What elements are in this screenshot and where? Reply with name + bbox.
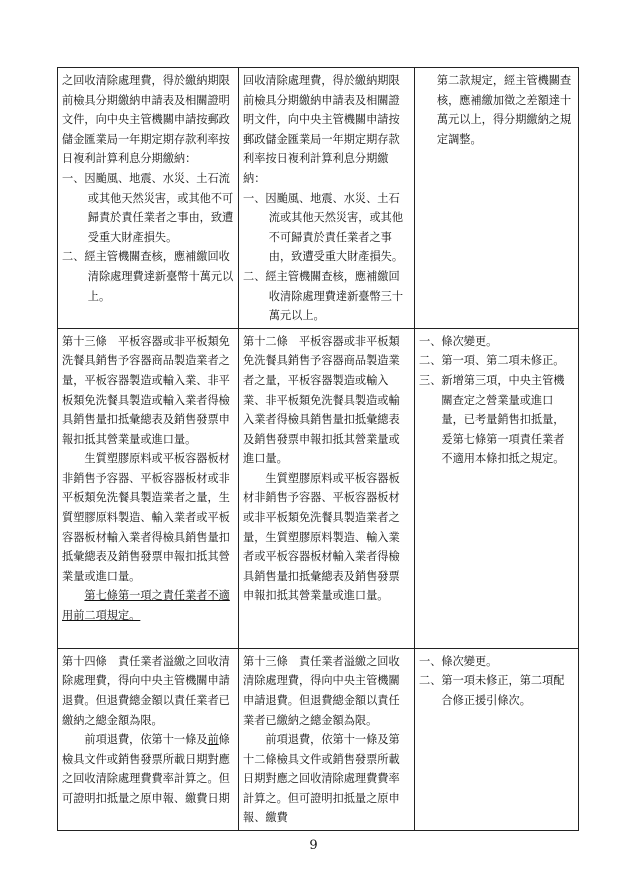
list-item: 二、第一項、第二項未修正。 <box>419 354 565 368</box>
article-text: 生質塑膠原料或平板容器板材非銷售予容器、平板容器板材或非平板類免洗餐具製造業者之量，生質塑膠原料製造、輸入業者或平板容器板材輸入業者得檢具銷售量扣抵彙總表及銷售發票申報扣抵其營業量或進口量。 <box>62 452 230 583</box>
article-text: 責任業者溢繳之回收清除處理費，得向中央主管機關申請退費。但退費總金額以責任業者已繳納之總金額為限。 <box>62 654 230 727</box>
article-text: 平板容器或非平板類免洗餐具銷售予容器商品製造業者之量，平板容器製造或輸入業、非平板類免洗餐具製造或輸入業者得檢具銷售量扣抵彙總表及銷售發票申報扣抵其營業量或進口量。 <box>243 334 400 466</box>
page-number: 9 <box>309 838 318 853</box>
amended-cell <box>58 328 239 648</box>
article-text: 前項退費，依第十一條及第十二條檢具文件或銷售發票所載日期對應之回收清除處理費費率計算之。但可證明扣抵量之原申報、繳費 <box>243 733 400 825</box>
article-text: 平板容器或非平板類免洗餐具銷售予容器商品製造業者之量，平板容器製造或輸入業、非平板類免洗餐具製造或輸入業者得檢具銷售量扣抵彙總表及銷售發票申報扣抵其營業量或進口量。 <box>62 334 230 446</box>
table-row <box>58 68 579 329</box>
comparison-table <box>57 67 579 831</box>
current-cell <box>239 68 415 329</box>
article-number: 第十二條 <box>243 334 288 348</box>
article-text: 前項退費，依第十一條及 <box>84 733 208 747</box>
article-text: 回收清除處理費，得於繳納期限前檢具分期繳納申請表及相關證明文件，向中央主管機關申請按郵政儲金匯業局一年期定期存款利率按日複利計算利息分期繳納： <box>243 74 400 185</box>
note-text: 第二款規定，經主管機關查核，應補繳加徵之差額達十萬元以上，得分期繳納之規定調整。 <box>436 74 572 146</box>
note-cell <box>415 68 579 329</box>
article-number: 第十四條 <box>62 654 107 668</box>
article-number: 第十三條 <box>243 654 288 668</box>
list-item: 三、新增第三項，中央主管機關查定之營業量或進口量，已考量銷售扣抵量，爰第七條第一項責任業者不適用本條扣抵之規定。 <box>419 373 565 466</box>
list-item: 二、第一項未修正，第二項配合修正援引條次。 <box>419 674 565 707</box>
article-number: 第十三條 <box>62 334 107 348</box>
table-row <box>58 648 579 830</box>
list-item: 一、條次變更。 <box>419 654 498 668</box>
note-cell <box>415 648 579 830</box>
note-cell <box>415 328 579 648</box>
article-text: 責任業者溢繳之回收清除處理費，得向中央主管機關申請退費。但退費總金額以責任業者已繳納之總金額為限。 <box>243 654 400 727</box>
list-item: 二、經主管機關查核，應補繳回收清除處理費達新臺幣十萬元以上。 <box>62 250 234 303</box>
amended-cell <box>58 648 239 830</box>
list-item: 一、因颱風、地震、水災、土石流或其他天然災害，或其他不可歸責於責任業者之事由，致遭受重大財產損失。 <box>62 171 234 244</box>
article-text-added: 第七條第一項之責任業者不適用前二項規定。 <box>62 589 230 623</box>
current-cell <box>239 648 415 830</box>
article-text: 生質塑膠原料或平板容器板材非銷售予容器、平板容器板材或非平板類免洗餐具製造業者之量，生質塑膠原料製造、輸入業者或平板容器板材輸入業者得檢具銷售量扣抵彙總表及銷售發票申報扣抵其營業量或進口量。 <box>243 471 400 603</box>
article-text: 條檢具文件或銷售發票所載日期對應之回收清除處理費費率計算之。但可證明扣抵量之原申報、繳費日期 <box>62 733 230 805</box>
article-text: 之回收清除處理費，得於繳納期限前檢具分期繳納申請表及相關證明文件，向中央主管機關申請按郵政儲金匯業局一年期定期存款利率按日複利計算利息分期繳納： <box>62 74 230 166</box>
amended-cell <box>58 68 239 329</box>
list-item: 二、經主管機關查核，應補繳回收清除處理費達新臺幣三十萬元以上。 <box>243 269 404 323</box>
list-item: 一、條次變更。 <box>419 334 498 348</box>
current-cell <box>239 328 415 648</box>
table-row <box>58 328 579 648</box>
article-text-changed: 前 <box>207 733 219 747</box>
list-item: 一、因颱風、地震、水災、土石流或其他天然災害，或其他不可歸責於責任業者之事由，致遭受重大財產損失。 <box>243 191 404 264</box>
